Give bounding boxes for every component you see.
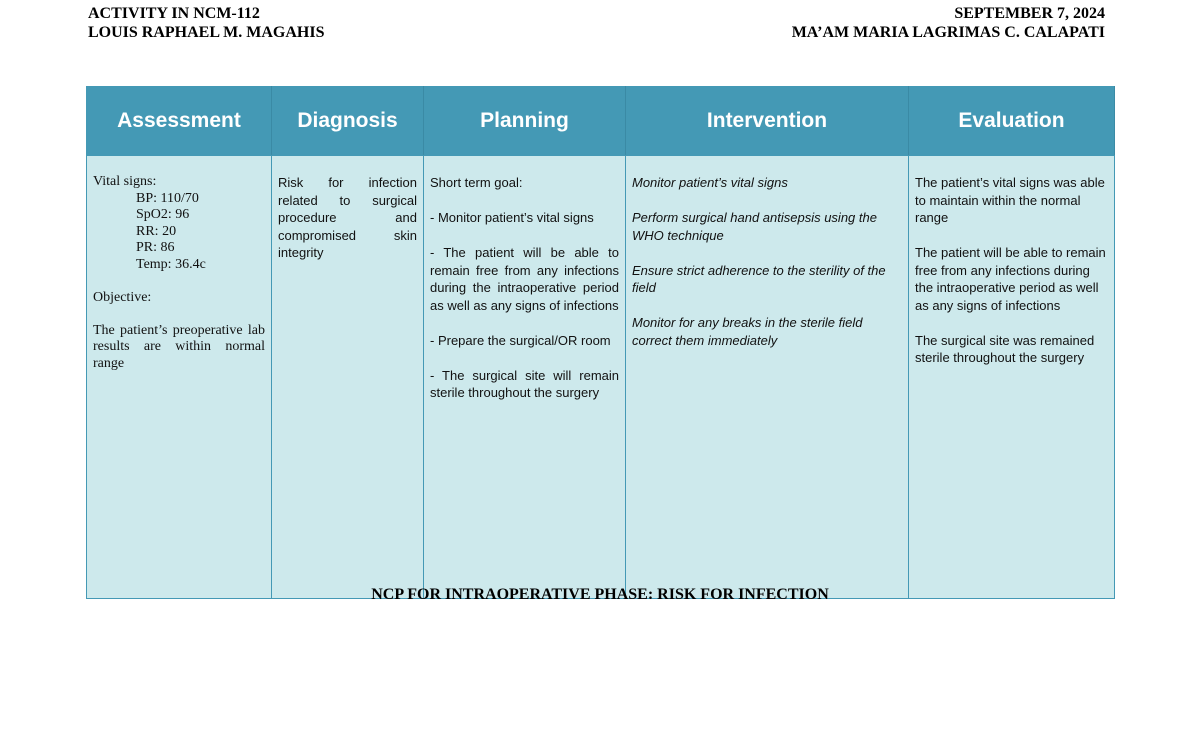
intervention-item: Ensure strict adherence to the sterility of the field [632,262,886,295]
vital-temp: Temp: 36.4c [136,256,206,272]
planning-item: - The patient will be able to remain free from any infections during the intraoperative period as well as any signs of infections [430,245,619,313]
objective-text: The patient’s preoperative lab results are within normal range [93,322,265,371]
planning-item: - The surgical site will remain sterile throughout the surgery [430,367,619,400]
planning-item: - Prepare the surgical/OR room [430,332,611,348]
ncp-table [86,86,1115,599]
header-right [792,4,1105,42]
planning-item: - Monitor patient’s vital signs [430,210,594,225]
vital-spo2: SpO2: 96 [136,207,190,222]
vital-signs-label: Vital signs: [93,174,157,189]
header-diagnosis: Diagnosis [272,87,424,156]
student-name: LOUIS RAPHAEL M. MAGAHIS [88,24,325,41]
assessment-cell [87,156,272,599]
header-intervention: Intervention [626,87,909,156]
evaluation-item: The patient’s vital signs was able to maintain within the normal range [915,175,1105,225]
activity-title: ACTIVITY IN NCM-112 [88,5,260,22]
table-row [87,156,1115,599]
header-planning: Planning [424,87,626,156]
objective-label: Objective: [93,289,152,305]
table-caption: NCP FOR INTRAOPERATIVE PHASE: RISK FOR INFECTION [371,586,829,603]
intervention-item: Monitor patient’s vital signs [632,175,788,190]
vital-bp: BP: 110/70 [136,190,199,206]
vital-pr: PR: 86 [136,240,175,255]
evaluation-cell [909,156,1115,599]
header-left [88,4,324,42]
header-assessment: Assessment [87,87,272,156]
intervention-item: Perform surgical hand antisepsis using the WHO technique [632,210,877,243]
intervention-cell [626,156,909,599]
planning-cell [424,156,626,599]
evaluation-item: The surgical site was remained sterile throughout the surgery [915,332,1095,365]
evaluation-item: The patient will be able to remain free from any infections during the intraoperative period as well as any signs of infections [915,245,1106,313]
intervention-item: Monitor for any breaks in the sterile field correct them immediately [632,315,863,348]
diagnosis-cell [272,156,424,599]
diagnosis-text: Risk for infection related to surgical procedure and compromised skin integrity [278,175,417,260]
planning-item: Short term goal: [430,175,523,190]
header-evaluation: Evaluation [909,87,1115,156]
vital-rr: RR: 20 [136,223,177,239]
table-header-row [87,87,1115,156]
activity-date: SEPTEMBER 7, 2024 [954,5,1105,22]
instructor-name: MA’AM MARIA LAGRIMAS C. CALAPATI [791,24,1105,41]
